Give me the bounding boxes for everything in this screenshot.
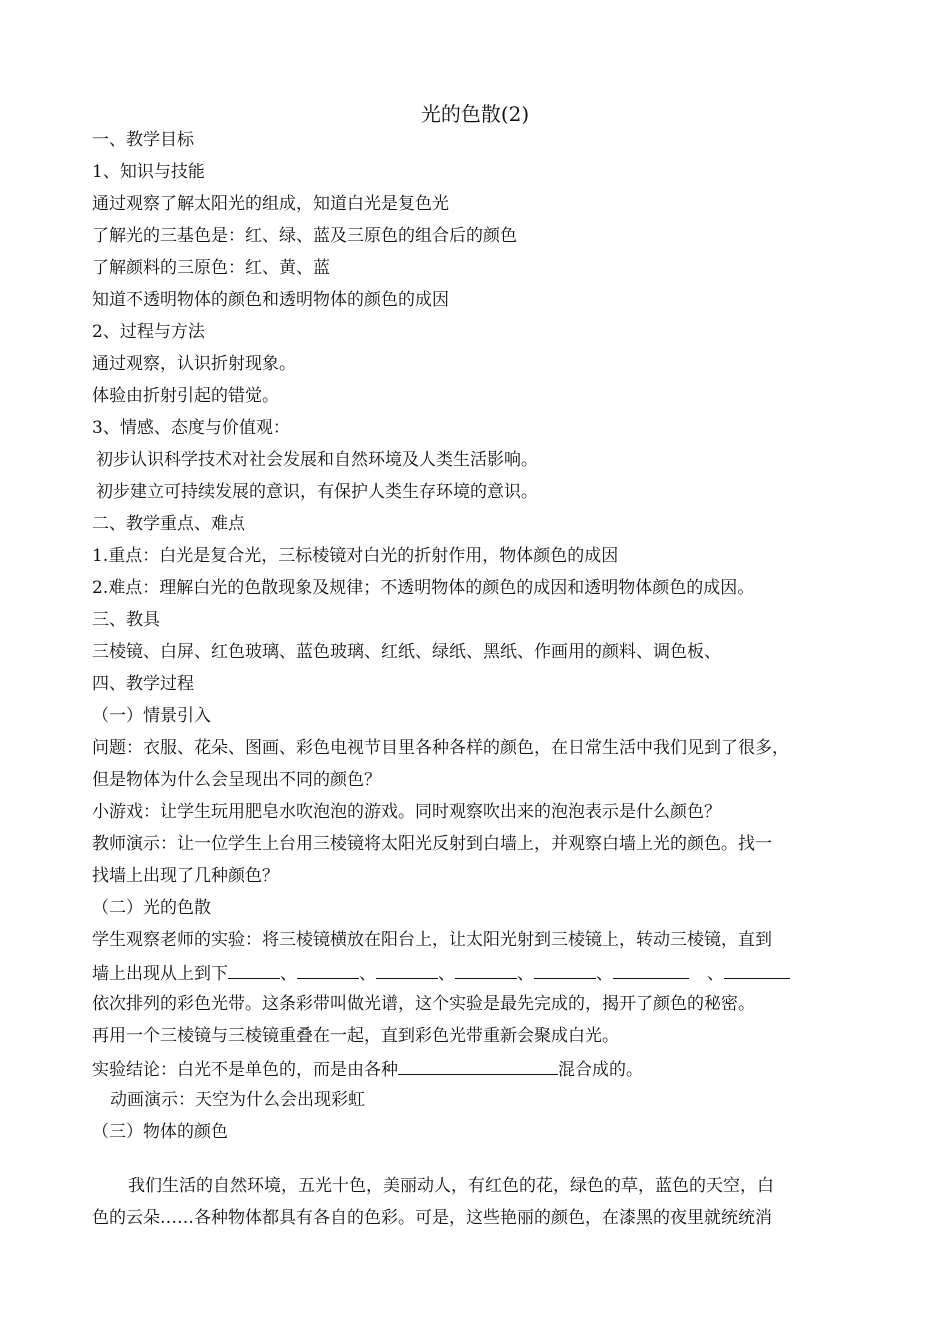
fill-in-line-conclusion [92, 1056, 643, 1082]
separator: 、 [517, 964, 534, 984]
text-line: 问题：衣服、花朵、图画、彩色电视节目里各种各样的颜色，在日常生活中我们见到了很多， [92, 738, 789, 758]
text-line: 体验由折射引起的错觉。 [92, 386, 279, 406]
separator: 、 [707, 964, 724, 984]
separator: 、 [596, 964, 613, 984]
section-heading-goals: 一、教学目标 [92, 130, 194, 150]
text-line: 了解颜料的三原色：红、黄、蓝 [92, 258, 330, 278]
text-fragment: 混合成的。 [558, 1060, 643, 1080]
text-line: 再用一个三棱镜与三棱镜重叠在一起，直到彩色光带重新会聚成白光。 [92, 1026, 619, 1046]
text-line: 教师演示：让一位学生上台用三棱镜将太阳光反射到白墙上，并观察白墙上光的颜色。找一 [92, 834, 772, 854]
section-heading-tools: 三、教具 [92, 610, 160, 630]
text-line: 知道不透明物体的颜色和透明物体的颜色的成因 [92, 290, 449, 310]
answer-blank[interactable] [228, 960, 280, 979]
text-line: 2.难点：理解白光的色散现象及规律；不透明物体的颜色的成因和透明物体颜色的成因。 [92, 578, 755, 598]
separator: 、 [359, 964, 376, 984]
text-line: 初步建立可持续发展的意识，有保护人类生存环境的意识。 [96, 482, 538, 502]
text-line: 动画演示：天空为什么会出现彩虹 [110, 1090, 365, 1110]
text-line: 依次排列的彩色光带。这条彩带叫做光谱，这个实验是最先完成的，揭开了颜色的秘密。 [92, 994, 755, 1014]
text-line: 1.重点：白光是复合光，三标棱镜对白光的折射作用，物体颜色的成因 [92, 546, 619, 566]
text-line: 通过观察，认识折射现象。 [92, 354, 296, 374]
subsection-heading: （二）光的色散 [92, 898, 211, 918]
text-line: 小游戏：让学生玩用肥皂水吹泡泡的游戏。同时观察吹出来的泡泡表示是什么颜色？ [92, 802, 721, 822]
text-line: 了解光的三基色是：红、绿、蓝及三原色的组合后的颜色 [92, 226, 517, 246]
text-line: 但是物体为什么会呈现出不同的颜色？ [92, 770, 381, 790]
answer-blank[interactable] [534, 960, 596, 979]
answer-blank[interactable] [724, 960, 790, 979]
text-line: 初步认识科学技术对社会发展和自然环境及人类生活影响。 [96, 450, 538, 470]
document-title: 光的色散(2) [420, 102, 530, 126]
text-line: 通过观察了解太阳光的组成，知道白光是复色光 [92, 194, 449, 214]
text-line: 学生观察老师的实验：将三棱镜横放在阳台上，让太阳光射到三棱镜上，转动三棱镜，直到 [92, 930, 772, 950]
text-line: 三棱镜、白屏、红色玻璃、蓝色玻璃、红纸、绿纸、黑纸、作画用的颜料、调色板、 [92, 642, 721, 662]
answer-blank[interactable] [455, 960, 517, 979]
subsection-heading: （三）物体的颜色 [92, 1122, 228, 1142]
text-fragment: 实验结论：白光不是单色的，而是由各种 [92, 1060, 398, 1080]
separator: 、 [438, 964, 455, 984]
paragraph-line: 色的云朵……各种物体都具有各自的色彩。可是，这些艳丽的颜色，在漆黑的夜里就统统消 [92, 1208, 772, 1228]
answer-blank[interactable] [613, 960, 689, 979]
answer-blank[interactable] [398, 1056, 558, 1075]
separator: 、 [280, 964, 297, 984]
text-line: 找墙上出现了几种颜色？ [92, 866, 279, 886]
subsection-heading: （一）情景引入 [92, 706, 211, 726]
answer-blank[interactable] [297, 960, 359, 979]
answer-blank[interactable] [376, 960, 438, 979]
section-heading-process: 四、教学过程 [92, 674, 194, 694]
paragraph-line: 我们生活的自然环境，五光十色，美丽动人，有红色的花，绿色的草，蓝色的天空，白 [128, 1176, 774, 1196]
subheading-knowledge: 1、知识与技能 [92, 162, 205, 182]
subheading-values: 3、情感、态度与价值观： [92, 418, 290, 438]
text-fragment: 墙上出现从上到下 [92, 964, 228, 984]
subheading-process: 2、过程与方法 [92, 322, 205, 342]
section-heading-focus: 二、教学重点、难点 [92, 514, 245, 534]
fill-in-line-spectrum [92, 960, 790, 986]
